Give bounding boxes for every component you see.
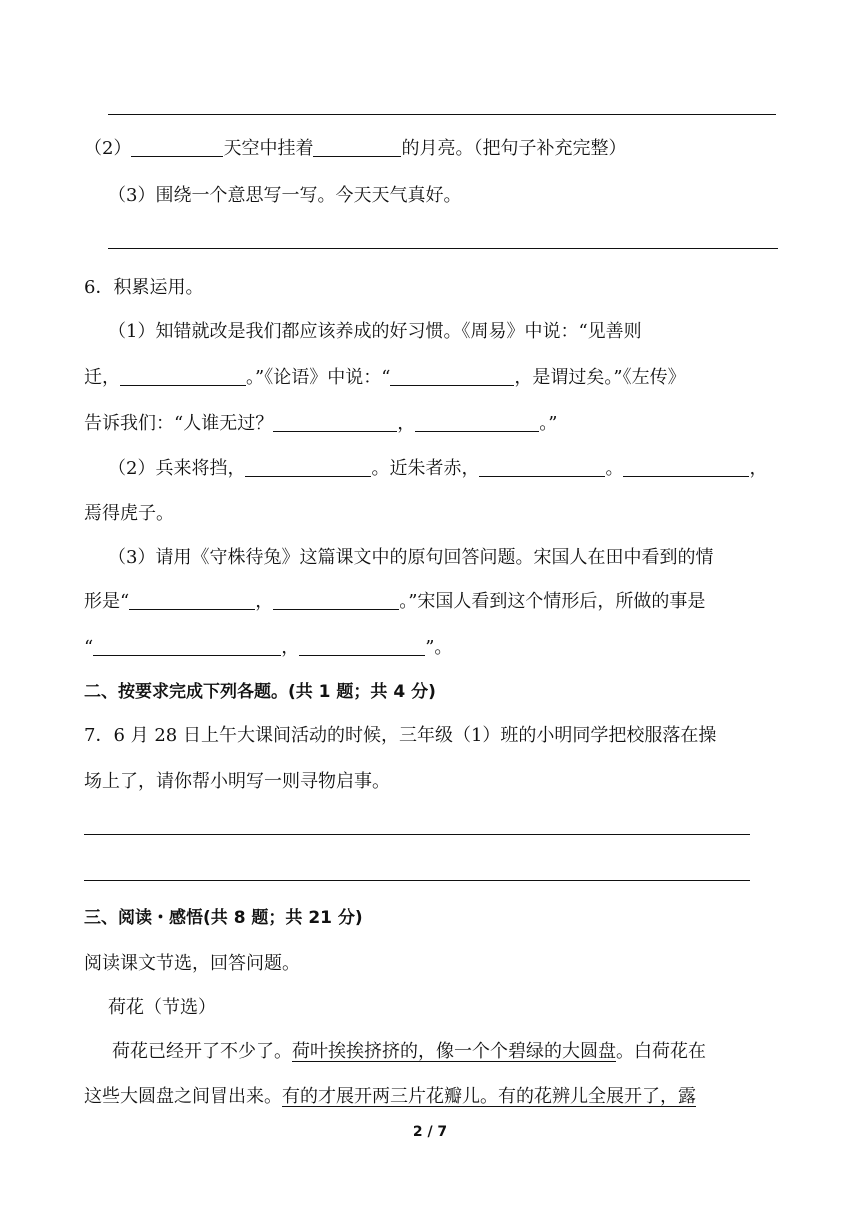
passage-line1: 荷花已经开了不少了。荷叶挨挨挤挤的，像一个个碧绿的大圆盘。白荷花在	[112, 1041, 706, 1062]
page-number: 2 / 7	[412, 1124, 448, 1140]
fill-blank[interactable]	[299, 636, 425, 656]
fill-blank[interactable]	[129, 590, 255, 610]
fill-blank[interactable]	[273, 590, 399, 610]
underlined-sentence: 荷叶挨挨挤挤的，像一个个碧绿的大圆盘	[292, 1041, 616, 1062]
q6-title: 6．积累运用。	[84, 277, 204, 298]
q6-part3-line3: “ ， ”。	[84, 637, 453, 658]
reading-intro: 阅读课文节选，回答问题。	[84, 953, 300, 974]
q6-part2-line2: 焉得虎子。	[84, 503, 174, 524]
q7-line1: 7．6 月 28 日上午大课间活动的时候，三年级（1）班的小明同学把校服落在操	[84, 725, 717, 746]
q6-part3-line2: 形是“ ， 。”宋国人看到这个情形后，所做的事是	[84, 591, 706, 612]
q6-part3-line1: （3）请用《守株待兔》这篇课文中的原句回答问题。宋国人在田中看到的情	[108, 547, 714, 568]
section2-heading: 二、按要求完成下列各题。(共 1 题；共 4 分)	[84, 682, 436, 702]
q6-part1-line1: （1）知错就改是我们都应该养成的好习惯。《周易》中说：“见善则	[108, 321, 642, 342]
answer-line-q7-1[interactable]	[84, 834, 750, 835]
fill-blank[interactable]	[273, 412, 397, 432]
fill-blank[interactable]	[415, 412, 539, 432]
fill-blank[interactable]	[479, 457, 605, 477]
fill-blank[interactable]	[93, 636, 281, 656]
fill-blank[interactable]	[120, 366, 246, 386]
fill-blank[interactable]	[390, 366, 514, 386]
fill-blank[interactable]	[623, 457, 749, 477]
section3-heading: 三、阅读・感悟(共 8 题；共 21 分)	[84, 908, 363, 928]
q6-part1-line3: 告诉我们：“人谁无过？ ， 。”	[84, 413, 558, 434]
q6-part1-line2: 迁， 。”《论语》中说：“ ，是谓过矣。”《左传》	[84, 367, 686, 388]
q6-part2-line1: （2）兵来将挡， 。近朱者赤， 。 ，	[108, 458, 768, 479]
answer-line-top[interactable]	[108, 114, 776, 115]
answer-line-q5-3[interactable]	[108, 248, 778, 249]
fill-blank[interactable]	[131, 137, 223, 157]
fill-blank[interactable]	[313, 137, 401, 157]
q5-part2: （2） 天空中挂着 的月亮。（把句子补充完整）	[84, 138, 627, 159]
passage-title: 荷花（节选）	[108, 997, 216, 1018]
passage-line2: 这些大圆盘之间冒出来。有的才展开两三片花瓣儿。有的花辨儿全展开了，露	[84, 1086, 696, 1107]
answer-line-q7-2[interactable]	[84, 880, 750, 881]
q7-line2: 场上了，请你帮小明写一则寻物启事。	[84, 771, 390, 792]
underlined-sentence: 有的才展开两三片花瓣儿。有的花辨儿全展开了，露	[282, 1086, 696, 1107]
q5-part3: （3）围绕一个意思写一写。今天天气真好。	[108, 185, 462, 206]
fill-blank[interactable]	[245, 457, 371, 477]
